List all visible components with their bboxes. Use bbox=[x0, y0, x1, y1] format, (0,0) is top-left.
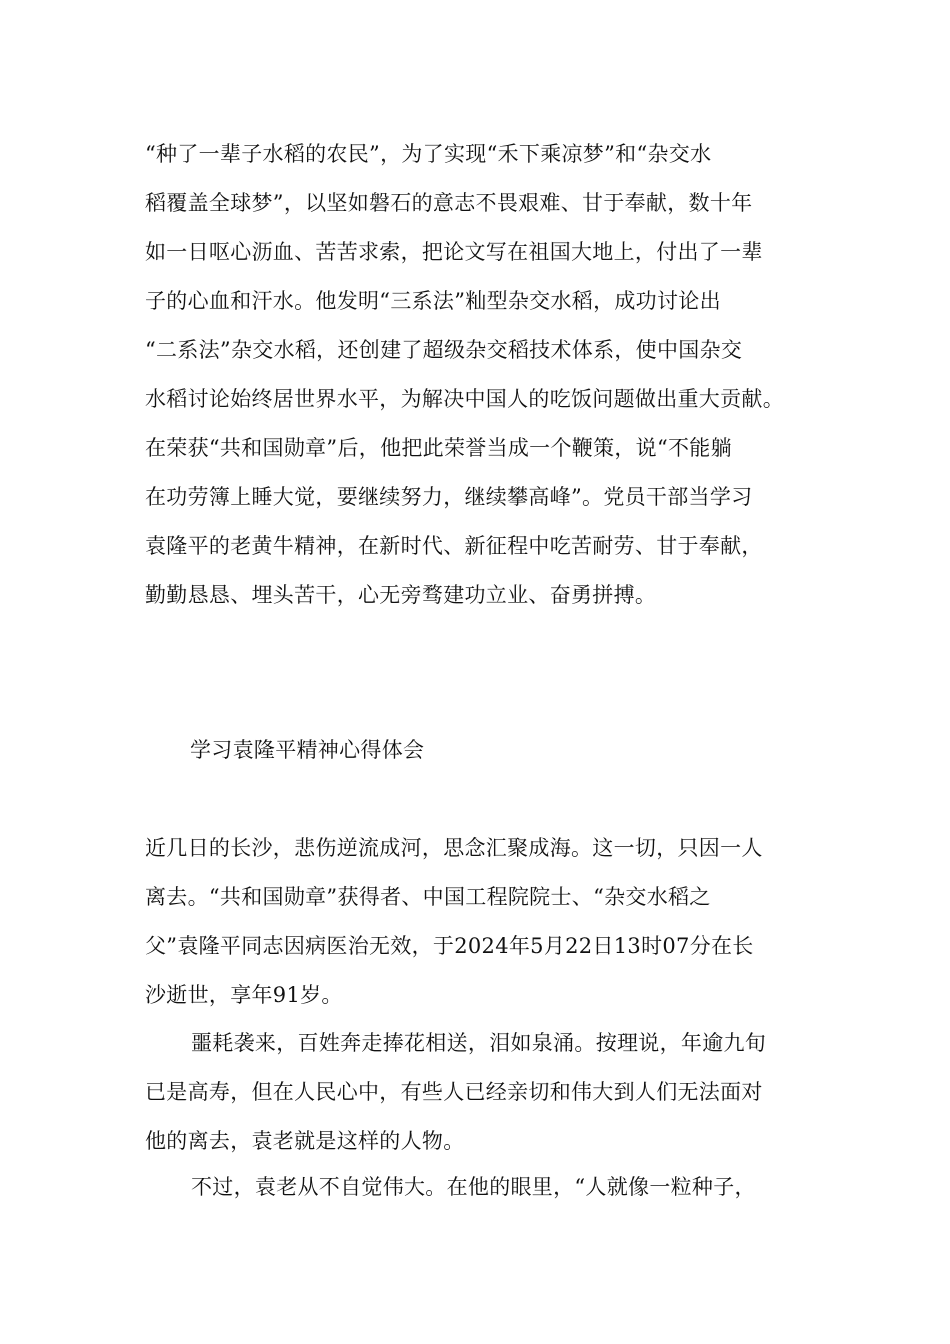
text-line: 稻覆盖全球梦”，以坚如磐石的意志不畏艰难、甘于奉献，数十年 bbox=[145, 191, 753, 215]
text-line: 他的离去，袁老就是这样的人物。 bbox=[145, 1129, 465, 1153]
text-line: 在功劳簿上睡大觉，要继续努力，继续攀高峰”。党员干部当学习 bbox=[145, 485, 753, 509]
text-line: 沙逝世，享年91岁。 bbox=[145, 983, 343, 1007]
text-line: 近几日的长沙，悲伤逆流成河，思念汇聚成海。这一切，只因一人 bbox=[145, 836, 763, 860]
text-line: 噩耗袭来，百姓奔走捧花相送，泪如泉涌。按理说，年逾九旬 bbox=[191, 1031, 767, 1055]
text-line: 水稻讨论始终居世界水平，为解决中国人的吃饭问题做出重大贡献。 bbox=[145, 387, 784, 411]
text-line: 在荣获“共和国勋章”后，他把此荣誉当成一个鞭策，说“不能躺 bbox=[145, 436, 732, 460]
text-line: 不过，袁老从不自觉伟大。在他的眼里，“人就像一粒种子， bbox=[191, 1175, 756, 1199]
text-line: 如一日呕心沥血、苦苦求索，把论文写在祖国大地上，付出了一辈 bbox=[145, 240, 763, 264]
section-heading: 学习袁隆平精神心得体会 bbox=[190, 738, 425, 762]
text-line: 子的心血和汗水。他发明“三系法”籼型杂交水稻，成功讨论出 bbox=[145, 289, 721, 313]
text-line: 父”袁隆平同志因病医治无效，于2024年5月22日13时07分在长 bbox=[145, 934, 754, 958]
text-line: 勤勤恳恳、埋头苦干，心无旁骛建功立业、奋勇拼搏。 bbox=[145, 583, 657, 607]
text-line: “二系法”杂交水稻，还创建了超级杂交稻技术体系，使中国杂交 bbox=[145, 338, 743, 362]
paragraph-3 bbox=[145, 1019, 815, 1166]
paragraph-4 bbox=[145, 1163, 815, 1212]
paragraph-1 bbox=[145, 130, 815, 620]
text-line: 已是高寿，但在人民心中，有些人已经亲切和伟大到人们无法面对 bbox=[145, 1080, 763, 1104]
text-line: 离去。“共和国勋章”获得者、中国工程院院士、“杂交水稻之 bbox=[145, 885, 711, 909]
text-line: “种了一辈子水稻的农民”，为了实现“禾下乘凉梦”和“杂交水 bbox=[145, 142, 712, 166]
paragraph-2 bbox=[145, 824, 815, 1020]
text-line: 袁隆平的老黄牛精神，在新时代、新征程中吃苦耐劳、甘于奉献， bbox=[145, 534, 763, 558]
